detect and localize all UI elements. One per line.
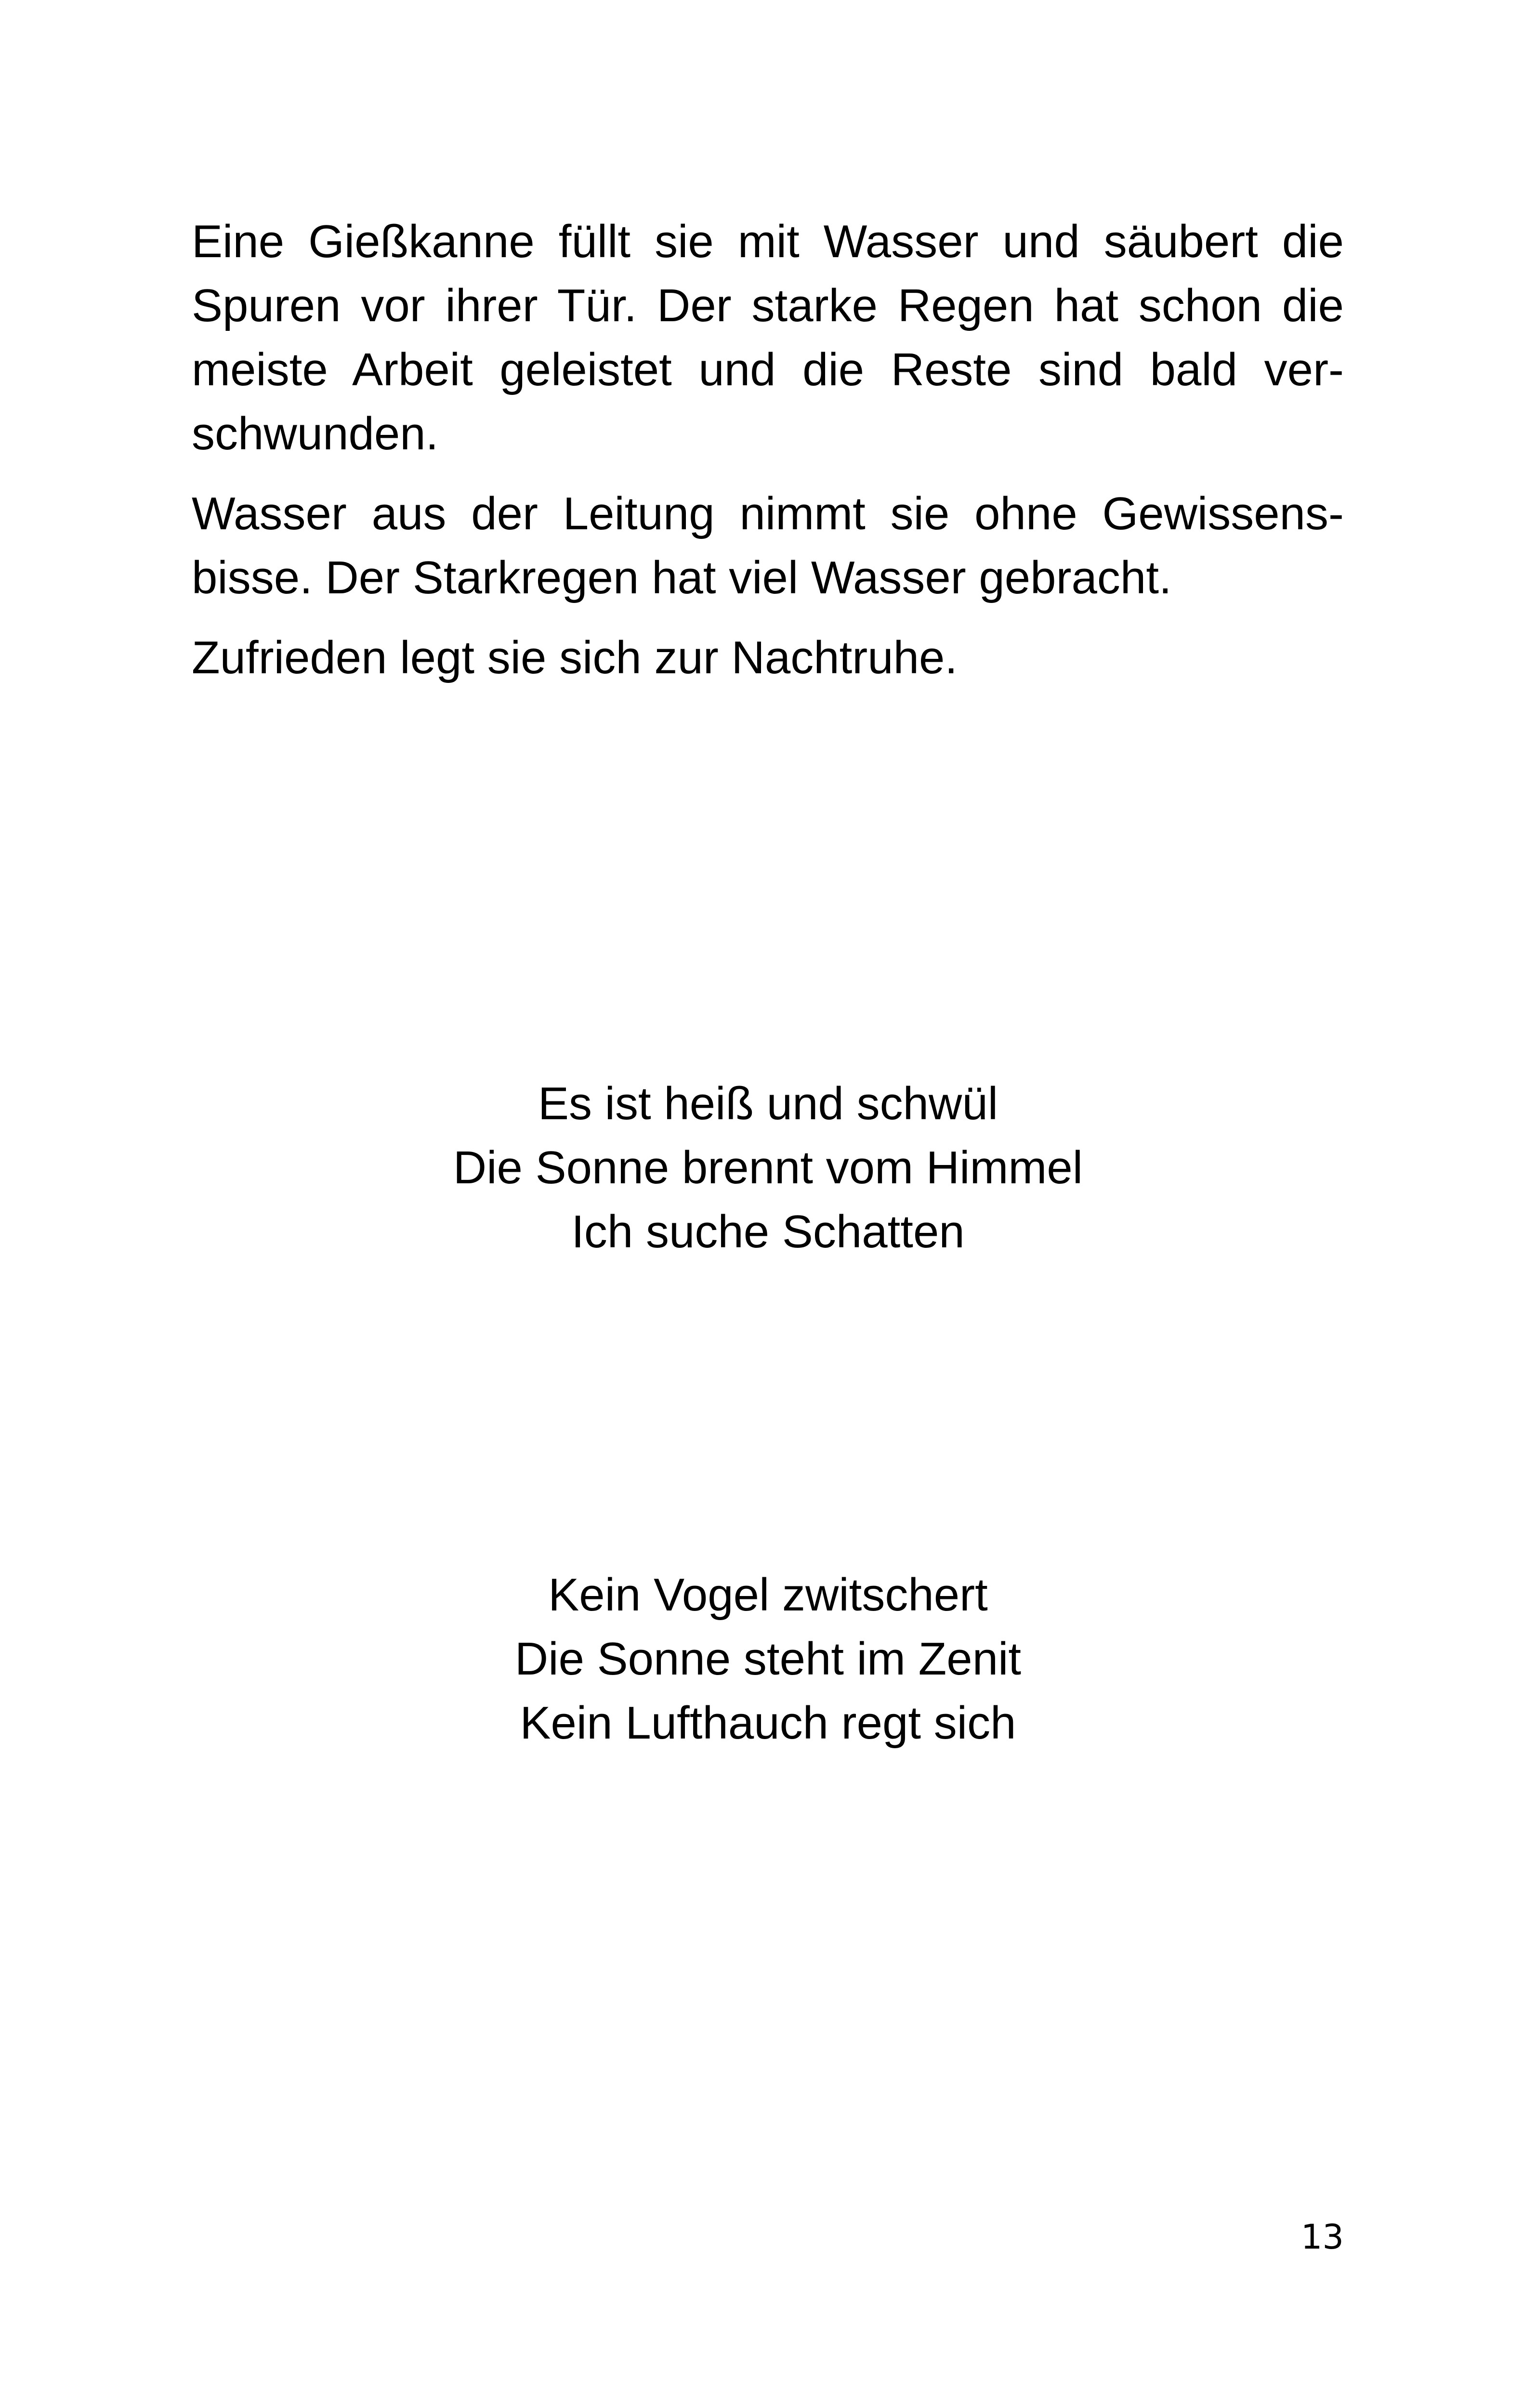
- poem-line: Kein Lufthauch regt sich: [520, 1697, 1016, 1749]
- poem-line: Kein Vogel zwitschert: [548, 1569, 988, 1621]
- poem-line: Es ist heiß und schwül: [538, 1078, 998, 1129]
- paragraph: Eine Gießkanne füllt sie mit Wasser und säubert die Spuren vor ihrer Tür. Der starke Regen hat schon die meiste Arbeit geleistet und die Reste sind bald ver-schwunden.: [192, 216, 1344, 459]
- paragraph: Wasser aus der Leitung nimmt sie ohne Gewissens-bisse. Der Starkregen hat viel Wasser gebracht.: [192, 488, 1344, 603]
- poem-line: Ich suche Schatten: [571, 1206, 965, 1257]
- poem-line: Die Sonne brennt vom Himmel: [453, 1142, 1083, 1193]
- page-number: 13: [1300, 2217, 1344, 2257]
- haiku-stanza: [0, 1563, 1536, 1755]
- poem-line: Die Sonne steht im Zenit: [514, 1633, 1022, 1685]
- haiku-stanza: [0, 1072, 1536, 1264]
- paragraph: Zufrieden legt sie sich zur Nachtruhe.: [192, 632, 958, 683]
- prose-section: [192, 209, 1344, 706]
